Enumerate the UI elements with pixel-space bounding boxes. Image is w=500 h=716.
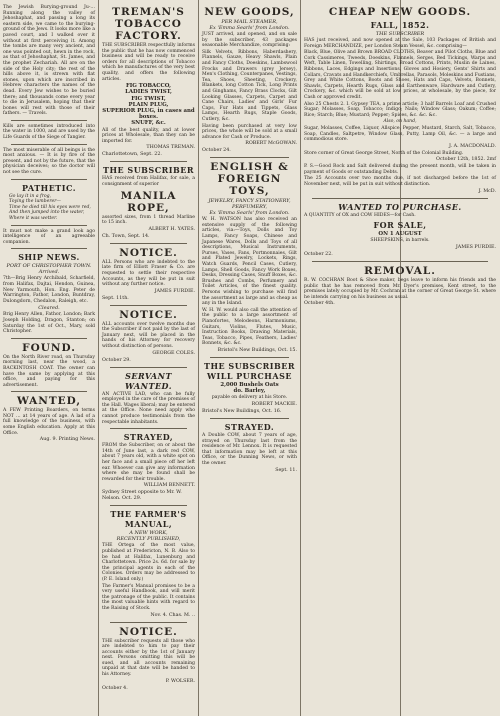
cheap-goods-address: Store corner of Great George Street, North of the Colonial Building. [304, 150, 464, 156]
found-heading: FOUND. [22, 341, 76, 354]
notice-2-date: October 29. [102, 357, 131, 363]
divider [110, 161, 187, 162]
found-notice: On the North River road, on Thursday morning last, near the wood, a BACKINTOSH COAT. The owner can have the same by applying at this office, and paying for this advertisement. [3, 354, 95, 388]
arrived-label: Arrived. [38, 269, 60, 276]
servant-wanted-heading: SERVANT WANTED. [125, 370, 172, 391]
divider [110, 305, 187, 306]
poem-line: Where it was wetter. [9, 216, 58, 221]
pathetic-poem [3, 194, 95, 222]
column-1 [0, 0, 98, 716]
divider [110, 367, 187, 368]
new-goods-heading: NEW GOODS, [204, 6, 295, 18]
cheap-goods-accounts: The 25 Accounts over two months due, if not discharged before the 1st of November next, will be put in suit without distinction. [304, 176, 496, 188]
divider [11, 179, 87, 180]
for-sale-date: October 22. [304, 252, 333, 258]
divider [11, 144, 87, 145]
wanted-to-purchase-heading: WANTED TO PURCHASE. [338, 201, 462, 212]
tobacco-item: SUPERIOR PLUG, in cases and boxes. [102, 107, 195, 121]
divider [11, 338, 87, 339]
for-sale-signature: JAMES PURDIE. [455, 245, 496, 251]
strayed-signature: WILLIAM BENNETT. [143, 483, 195, 489]
strayed-body: FROM the Subscriber, on or about the 14th of June last, a dark red COW, about 7 years old, with a white spot on her face and a small piece off her left ear. Whoever can give any information where she may be found shall be rewarded for their trouble. [102, 443, 195, 482]
companion-note: It must not make a grand look ago intelligence of an agreeable companion. [3, 228, 95, 245]
divider [110, 428, 187, 429]
column-4-content [301, 0, 499, 716]
strayed-date: Sydney Street opposite to Mr. W. Nelson. Oct. 29. [102, 490, 182, 502]
toys-body: W. H. WATSON has also received an extensive supply of the following articles, via:—Toys, Dolls and Toy Lamps, Fancy Soaps, Chinese and Japanese Wares, Dolls and Toys of all descriptions, Musical Instruments, Purses, Vases, Fans, Portmonnaies, Gilt and Plated Jewelry, Lockets, Rings, Watch Guards, Pencil Cases, Cutlery, Lamps, Shell Goods, Fancy Work Boxes, Desks, Dressing Cases, Snuff Boxes, &c. Brushes and Combs, Perfumery and Toilet Articles, of the finest quality. Persons wishing to purchase will find the assortment as large and as cheap as any in the Island. [202, 217, 297, 307]
divider [210, 357, 289, 358]
strayed-cow-date: Sept. 11. [275, 467, 297, 473]
divider [11, 248, 87, 249]
poem-line: Go lay it in a frog, [9, 193, 52, 199]
notice-2-heading: NOTICE. [119, 308, 178, 321]
purchase-heading: THE SUBSCRIBER WILL PURCHASE [204, 360, 295, 381]
removal-body: R. W. COCHRAN Boot & Shoe maker, begs leave to inform his friends and the public that he has removed from Mr. Dyer's premises, Kent street, to the premises lately occupied by Mr. Cochran at the corner of Great George St. where he intends carrying on his business as usual. [304, 278, 496, 300]
toys-signature: Bristol's New Buildings, Oct. 15. [217, 347, 297, 353]
tobacco-item: SNUFF, &c. [131, 120, 166, 127]
divider [210, 418, 289, 419]
new-goods-body-2: Having been purchased at very low prices, the whole will be sold at a small advance for Cash or Produce. [202, 123, 297, 140]
divider [11, 225, 87, 226]
cheap-goods-body-2: Also 25 Chests 2. I. Gypsey TEA, a prime article; 3 half Barrels Loaf and Crushed Sugar; Molasses, Soap, Tobacco; Indigo; Nails; Window Glass; Oakum; Coffee; Rice; Starch; Blue; Mustard; Pepper; Spices, &c. &c. &c. [304, 101, 496, 118]
notice-2-body: ALL accounts over twelve months due the Subscriber if not paid by the last of January next, will be placed in the hands of his Attorney for recovery without distinction of persons. [102, 321, 195, 350]
notice-date: Sept. 11th. [102, 295, 129, 301]
purchase-body: payable on delivery at his Store. [211, 395, 288, 401]
divider [312, 198, 488, 199]
tobacco-factory-body: THE SUBSCRIBER respectfully informs the public that he has now commenced business and will be ready to receive orders for all descriptions of Tobacco which he manufactures of the very best quality, and offers the following articles. [102, 43, 195, 82]
manila-signature: ALBERT H. YATES. [148, 226, 195, 232]
manila-rope-body: assorted sizes, from 1 thread Marline to 15 inch. [102, 214, 195, 226]
for-sale-sub: ON 1 AUGUST [378, 231, 422, 238]
purchase-date: Bristol's New Buildings, Oct. 16. [202, 408, 282, 414]
toys-body-2: W. H. W. would also call the attention of the public to a large assortment of Pianofortes, Melodeons, Harmoniums, Guitars, Violins, Flutes, Music, Instruction Books, Drawing Materials, Teas, Tobacco, Pipes, Feathers, Ladies' Bonnets, &c. &c. [202, 307, 297, 347]
notice-heading: NOTICE. [119, 246, 178, 259]
arrived-list: 7th—Brig Henry Archibald, Scharfield, from Halifax, Dajtai, Hendon, Guinea, New Yarmouth, Hon. Eng. Peter de Warrington, Fathor, London, Buntdray, Dulongdorn, Chedalon, Raleigh, etc. [3, 276, 95, 304]
divider [110, 622, 187, 623]
manila-rope-heading: MANILA ROPE, [120, 189, 177, 214]
tobacco-factory-body-2: All of the best quality, and at lower prices at Wholesale, than they can be imported for. [102, 127, 195, 144]
new-goods-sub-2: Ex 'Emma Searls' from London. [209, 25, 290, 31]
purchase-item: 2,000 Bushels Oats [220, 381, 279, 388]
notice-body: ALL Persons who are indebted to the late firm of Elliott Fraser & Co. are requested to settle their respective Accounts, as they will be put in suit without any further notice. [102, 259, 195, 288]
farmers-manual-sub-2: RECENTLY PUBLISHED, [116, 536, 181, 543]
tobacco-item: PLAIN PLUG, [128, 101, 169, 108]
poem-line: Toying the lumberer— [9, 199, 62, 205]
notice-3-heading: NOTICE. [119, 625, 178, 638]
cheap-goods-signature: J. A. MACDONALD. [449, 143, 496, 149]
subscriber-sub: THE SUBSCRIBER [375, 31, 425, 37]
purchase-signature: ROBERT MACKIE. [251, 401, 297, 407]
poem-line: Time he died till his eyes were red, [9, 204, 91, 210]
cheap-goods-items: Black, Blue, Olive and Brown BROAD CLOTHS, Beaver and Pilot Cloths, Blue and Cork Cassimeres, Tweeds, Doeskins, Flannels, Serges, Bed Tickings, Warps and Weft, Table Linen, Towelling, Shirtings, Broad Cottons, Prints, Muslin de Laines, Ribbons, Laces, Edgings and Insertions, Gloves and Hosiery, Gents' Shirts and Collars, Cravats and Handkerchiefs, Umbrellas, Parasols, Moleskins and Fustians, Grey and White Cottons, Boots and Shoes, Hats and Caps, Velvets, Bonnets, Shawls, Carpets, Hearth Rugs, Glass and Earthenware, Hardware and Cutlery, Crockery, &c. which will be sold at low prices, at wholesale, by the piece, for Cash or approved credit. [304, 50, 496, 100]
for-sale-item: SHEEPSKINS, in barrels. [370, 238, 430, 244]
toys-sub-2: Ex 'Emma Searls' from London. [209, 210, 290, 217]
manila-date: Ch. Town, Sept. 14. [102, 233, 150, 239]
tobacco-factory-heading: TREMAN'S TOBACCO FACTORY. [112, 6, 185, 42]
cheap-goods-date: October 12th, 1852. 2mf [436, 157, 496, 163]
english-foreign-toys-heading: ENGLISH & FOREIGN TOYS, [210, 161, 289, 198]
servant-wanted-body: AN ACTIVE LAD, who can be fully employed in the care of the premises of the Hall. Wages liberal; may be entered at the Office. None need apply who cannot produce testimonials from the respectable inhabitants. [102, 391, 195, 425]
farmers-manual-heading: THE FARMER'S MANUAL, [110, 509, 187, 530]
new-goods-body: JUST arrived, and opened, and on sale by the subscriber, 43 packages seasonable Merchandize, comprising: [202, 32, 297, 49]
cleared-label: Cleared. [38, 305, 60, 312]
notice-2-signature: GEORGE COLES. [152, 350, 195, 356]
notice-3-date: October 4. [102, 685, 128, 691]
wanted-heading: WANTED, [16, 395, 82, 408]
farmers-manual-sub: A NEW WORK, [129, 530, 168, 537]
cheap-goods-body: HAS just received, and now opened at the Sale, 103 Packages of British and Foreign MERCHANDIZE, per London Steam Vessel, &c. comprising— [304, 38, 496, 49]
new-goods-date: October 24. [202, 148, 231, 154]
poem-line: And then jumped into the water, [9, 210, 85, 216]
new-goods-signature: ROBERT McGOWAN. [245, 141, 297, 147]
kills-note: Kills are sometimes introduced into the water in 1000, and are used by the Life Guards of the Siege of Tangier. [3, 123, 95, 141]
column-2 [99, 0, 198, 716]
for-sale-heading: FOR SALE, [373, 220, 427, 231]
divider [11, 391, 87, 392]
cheap-goods-ps: P. S.—Good Rock and Salt delivered during the present month, will be taken in payment of Goods or outstanding Debts. [304, 164, 496, 175]
new-goods-items: Silk Velvets, Ribbons, Haberdashery, Flannels, Gauze, Heavy Shawls, Plain and Fancy Cloths, Doeskins, Lambswool Frocks and Drawers (grey Jersey), Men's Clothing, Counterpanes, Vestings, Tea, Shoes, Sheeting, Crockery, Blankets, long Cotton Tick, Long Prints and Ginghams, Fancy Brass Clocks, Gilt Looking Glasses, Carpets, Carpet and Cane Chairs, Ladies' and Girls' Fur Caps, Fur Hats and Tippets, Glass Lamps, Hearth Rugs, Staple Goods, Cutlery, &c. [202, 49, 297, 122]
divider [210, 157, 289, 158]
cleared-list: Brig Henry Allen, Fathor, London; Bark Joseph Holding, Dragon, Stanton; on Saturday the 1st of Oct., Mary, sold Christopher. [3, 312, 95, 335]
miserable-beings-paragraph: The most miserable of all beings is the most anxious. — It is by fire of the present, and not by the future, that the physician deceives; so the doctor will not see the cure. [3, 147, 95, 176]
farmers-manual-signature: Nov. 4. Chas. M. .. [150, 612, 195, 618]
divider [110, 243, 187, 244]
removal-date: October 4th. [304, 301, 335, 307]
pathetic-heading: PATHETIC. [21, 182, 77, 193]
strayed-cow-body: A Double COW, about 7 years of age, strayed on Thursday last from the residence of Mr. Lennox. It is requested that information may be left at this Office, or the Dunning News, or with the owner. [202, 432, 297, 466]
ship-news-heading: SHIP NEWS. [18, 252, 80, 263]
column-3 [199, 0, 300, 716]
notice-signature: JAMES FURDIE. [154, 288, 195, 294]
tobacco-item: FIG TOBACCO, [125, 83, 172, 90]
farmers-manual-body-2: The Farmer's Manual promises to be a very useful Handbook, and will merit the patronage of the public. It contains the most valuable hints with regard to the Raising of Stock. [102, 583, 195, 611]
divider [110, 505, 187, 506]
divider [11, 120, 87, 121]
removal-heading: REMOVAL. [364, 265, 436, 278]
divider [312, 261, 488, 262]
subscriber-heading: THE SUBSCRIBER [103, 165, 194, 176]
notice-3-signature: P. WOLSER. [165, 678, 195, 684]
purchase-item: do. Barley, [233, 388, 266, 395]
ship-news-port: PORT OF CHRISTOPHER TOWN. [6, 263, 92, 270]
wanted-to-purchase-body: A QUANTITY of OX and COW HIDES—for Cash. [304, 212, 416, 218]
new-goods-sub: PER MAIL STEAMER, [221, 19, 278, 25]
fall-year-heading: FALL, 1852. [370, 20, 430, 30]
farmers-manual-body: THE Ortega of the most value, published at Fredericton, N. B. Also to be had at Halifax, Lunenburg and Charlottetown. Price 2s. 6d. for sale by the principal agents in each of the Colonies. Orders may be addressed to (P. E. Island only.) [102, 543, 195, 582]
tobacco-signature: THOMAS TREMAN. [146, 145, 195, 151]
strayed-cow-heading: STRAYED. [224, 421, 275, 432]
tobacco-date: Charlottetown, Sept. 22. [102, 152, 162, 158]
cheap-goods-initials: J. McD. [478, 188, 496, 194]
strayed-heading: STRAYED, [123, 432, 174, 443]
cheap-goods-body-4: Sugar, Molasses, Coffee, Liquor, Allspice, Pepper, Mustard, Starch, Salt, Tobacco, Soap, Candles, Saltpetre, Window Glass, Putty, Lamp Oil, &c. — a large and commodious store. [304, 125, 496, 143]
wanted-notice: A FEW Printing Boarders, on terms NOT … at 14 years of age. A lad of a full knowledge of the business, with some English education. Apply at this Office. [3, 408, 95, 436]
notice-3-body: THE subscriber requests all those who are indebted to him to pay their accounts either by the 1st of January next. Persons omitting this will be sued, and all accounts remaining unpaid at that date will be handed to his Attorney. [102, 638, 195, 678]
subscriber-body: HAS received from Halifax, for sale, a consignment of superior [102, 176, 195, 187]
tobacco-item: LADIES TWIST, [125, 89, 172, 96]
also-on-hand: Also, on hand, [383, 119, 417, 125]
toys-sub: JEWELRY, FANCY STATIONERY, PERFUMERY, [208, 198, 291, 211]
wanted-signature: Aug. 9. Printing News. [39, 437, 95, 443]
jewish-burying-ground-article: The Jewish Burying-ground Ju-… Running along the valley of Jehoshaphat, and passing a long its eastern side, we came to the burying-ground of the Jews. It looks more like a paved court, and I walked over it without at first perceiving it. Among the tombs are many very ancient, and one was pointed out, hewn in the rock, as that of Jehoshaphat, St. James, and the prophet Zechariah. All are on the side of the Holy city; the rest of the hills above it, is strewn with flat stones, upon which are inscribed in Hebrew characters the names of the dead. Every Jew wishes to be buried there; and thousands come every year to die in Jerusalem, hoping that their bones will rest with those of their fathers. — Travels. [3, 5, 95, 117]
cheap-new-goods-heading: CHEAP NEW GOODS. [328, 6, 472, 18]
tobacco-item: FIG TWIST, [131, 95, 166, 102]
